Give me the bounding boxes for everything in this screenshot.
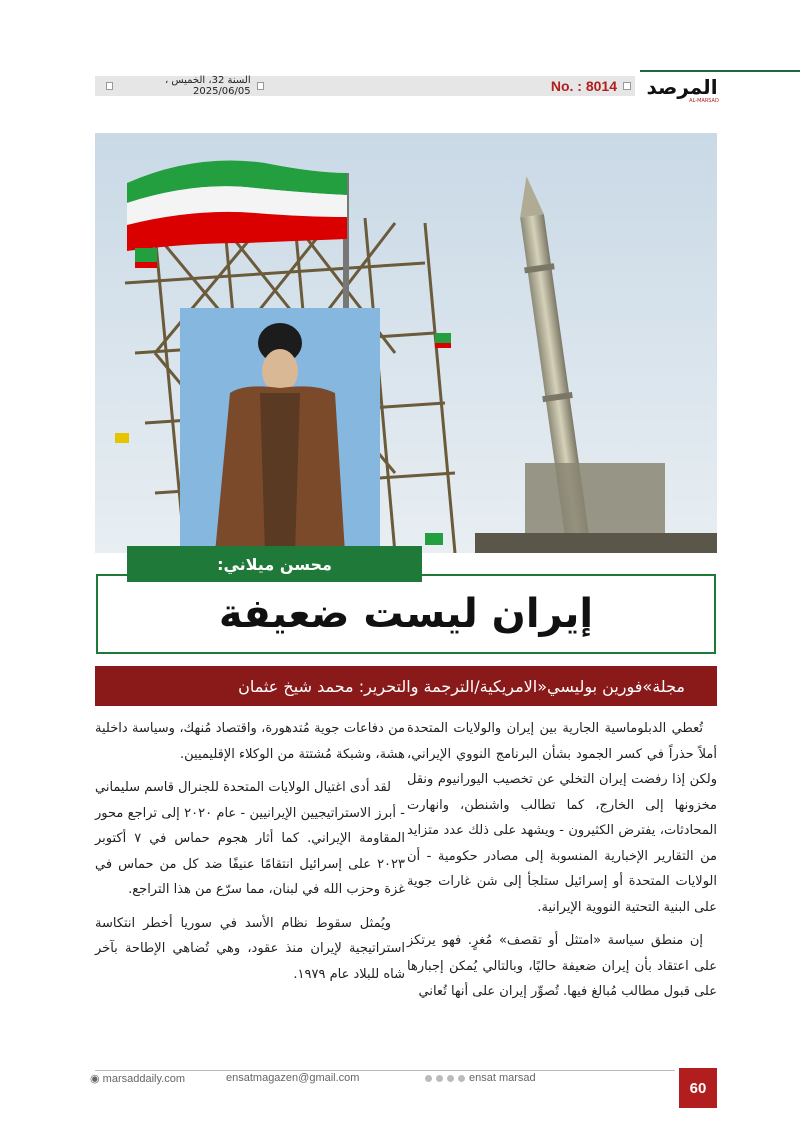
publication-logo (642, 74, 722, 104)
paragraph: تُعطي الدبلوماسية الجارية بين إيران والولايات المتحدة أملاً حذراً في كسر الجمود بشأن البرنامج النووي الإيراني، ولكن إذا رفضت إيران التخلي عن تخصيب اليورانيوم ونقل مخزونها إلى الخارج، كما تطالب واشنطن، وانهارت المحادثات، يفترض الكثيرون - ويشهد على ذلك عدد متزايد من التقارير الإخبارية المنسوبة إلى مصادر حكومية - أن الولايات المتحدة أو إسرائيل ستلجأ إلى شن غارات جوية على البنية التحتية النووية الإيرانية. (407, 721, 717, 915)
logo-subtext: AL-MARSAD (689, 98, 719, 104)
paragraph: لقد أدى اغتيال الولايات المتحدة للجنرال قاسم سليماني - أبرز الاستراتيجيين الإيرانيين - عام ٢٠٢٠ إلى تراجع محور المقاومة الإيراني. كما أثار هجوم حماس في ٧ أكتوبر ٢٠٢٣ على إسرائيل انتقامًا عنيفًا ضد كل من حماس في غزة وحزب الله في لبنان، مما سرّع من هذا التراجع. (95, 780, 405, 897)
footer-rule (95, 1070, 675, 1071)
body-column-right (407, 716, 717, 1013)
square-icon (106, 82, 113, 90)
body-column-left (95, 716, 405, 995)
globe-icon: ◉ (90, 1073, 100, 1085)
square-icon (623, 82, 631, 90)
paragraph: من دفاعات جوية مُتدهورة، واقتصاد مُنهك، وسياسة داخلية هشة، وشبكة مُشتتة من الوكلاء الإقليميين. (95, 721, 405, 762)
footer-website[interactable] (90, 1072, 185, 1085)
website-text: marsaddaily.com (102, 1073, 185, 1085)
email-text: ensatmagazen@gmail.com (226, 1072, 360, 1084)
footer-email[interactable] (226, 1072, 359, 1084)
page-number-text: 60 (689, 1079, 707, 1097)
headline: إيران ليست ضعيفة (218, 591, 594, 637)
lead-photo (95, 133, 717, 553)
header-rule (640, 70, 800, 72)
author-tab (127, 546, 422, 582)
facebook-icon (425, 1075, 432, 1082)
page-number (679, 1068, 717, 1108)
paragraph: ويُمثل سقوط نظام الأسد في سوريا أخطر انتكاسة استراتيجية لإيران منذ عقود، وهي تُضاهي الإطاحة بآخر شاه للبلاد عام ١٩٧٩. (95, 915, 405, 982)
footer-social[interactable] (425, 1072, 536, 1084)
source-credit: مجلة»فورين بوليسي«الامريكية/الترجمة والتحرير: محمد شيخ عثمان (238, 676, 685, 696)
issue-number (540, 76, 635, 96)
headline-box (96, 574, 716, 654)
source-credit-bar (95, 666, 717, 706)
issue-number-text: No. : 8014 (550, 78, 617, 94)
square-icon (257, 82, 264, 90)
logo-wordmark: المرصد (646, 75, 718, 99)
paragraph: إن منطق سياسة «امتثل أو تقصف» مُغرٍ. فهو يرتكز على اعتقاد بأن إيران ضعيفة حاليًا، وبالتالي يُمكن إجبارها على قبول مطالب مُبالغ فيها. تُصوِّر إيران على أنها تُعاني (407, 933, 717, 999)
twitter-icon (436, 1075, 443, 1082)
instagram-icon (447, 1075, 454, 1082)
author-name: محسن ميلاني: (217, 554, 332, 574)
date-text: السنة 32، الخميس ، 2025/06/05 (164, 75, 251, 97)
youtube-icon (458, 1075, 465, 1082)
date-line (100, 76, 270, 96)
social-handle: ensat marsad (469, 1072, 536, 1084)
